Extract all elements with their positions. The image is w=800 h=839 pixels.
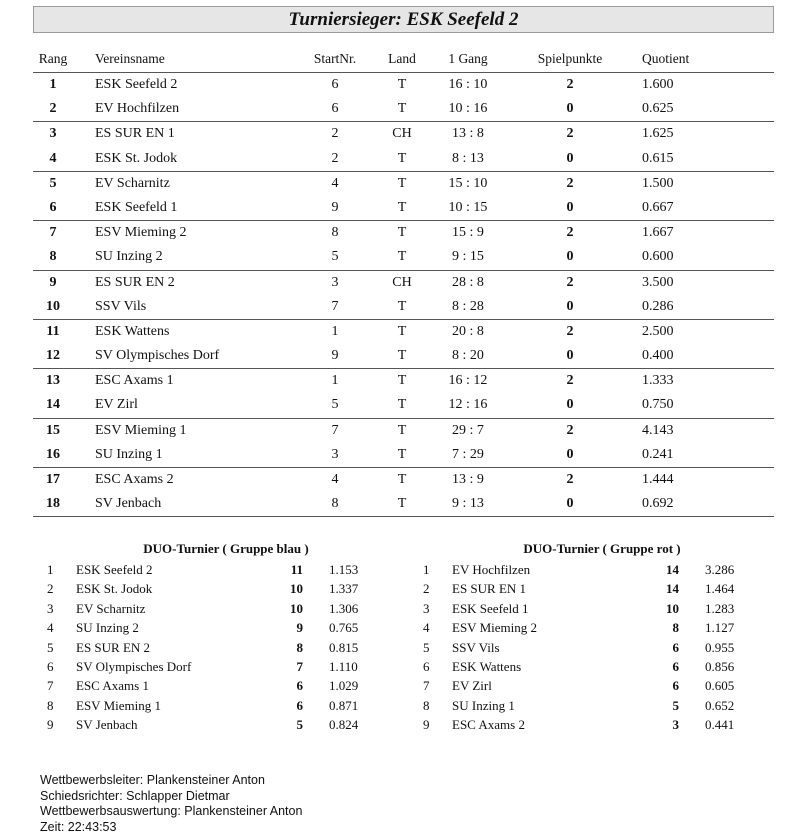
rang-cell: 2 [49, 101, 57, 117]
spielpunkte-cell: 2 [566, 77, 574, 92]
spielpunkte-cell: 2 [566, 472, 574, 487]
duo-rank: 5 [47, 639, 54, 655]
vereinsname-cell: ESV Mieming 1 [95, 422, 187, 438]
vereinsname-cell: SV Olympisches Dorf [95, 348, 220, 364]
duo-points: 3 [672, 717, 679, 733]
gang-cell: 20 : 8 [452, 323, 484, 339]
duo-quotient: 0.605 [705, 678, 735, 694]
gang-cell: 9 : 13 [452, 496, 484, 512]
spielpunkte-cell: 2 [566, 274, 574, 290]
duo-quotient: 0.824 [329, 717, 359, 733]
gang-cell: 28 : 8 [452, 274, 484, 290]
land-cell: CH [392, 126, 412, 142]
quotient-cell: 0.667 [642, 199, 674, 215]
duo-name: SSV Vils [452, 639, 500, 655]
list-item [36, 619, 416, 638]
land-cell: T [397, 199, 407, 215]
gang-cell: 8 : 20 [452, 348, 484, 364]
results-header-row [33, 48, 774, 72]
duo-blau-title: DUO-Turnier ( Gruppe blau ) [143, 541, 309, 556]
quotient-cell: 0.750 [642, 397, 674, 413]
header-gang: 1 Gang [448, 51, 488, 66]
table-row [33, 196, 774, 220]
quotient-cell: 2.500 [642, 323, 674, 339]
land-cell: T [397, 298, 407, 314]
table-bottom-divider [33, 516, 774, 517]
rang-cell: 12 [46, 348, 60, 364]
startnr-cell: 4 [331, 175, 339, 191]
header-startnr: StartNr. [313, 51, 357, 66]
duo-rank: 6 [423, 658, 430, 674]
duo-name: EV Zirl [452, 678, 492, 694]
table-row [33, 97, 774, 121]
duo-points: 6 [296, 678, 303, 694]
land-cell: T [397, 225, 407, 241]
duo-points: 6 [672, 639, 679, 655]
duo-rank: 6 [47, 658, 54, 674]
gang-cell: 10 : 16 [448, 101, 488, 117]
rang-cell: 15 [46, 422, 60, 438]
duo-quotient: 0.441 [705, 717, 735, 733]
table-row [33, 443, 774, 467]
gang-cell: 15 : 9 [452, 225, 484, 241]
duo-name: ESK Seefeld 2 [76, 562, 153, 577]
rang-cell: 14 [46, 397, 60, 413]
vereinsname-cell: SU Inzing 1 [95, 446, 163, 462]
duo-quotient: 0.955 [705, 639, 735, 655]
startnr-cell: 1 [331, 323, 339, 339]
startnr-cell: 3 [331, 446, 339, 462]
startnr-cell: 7 [331, 422, 339, 438]
table-row [33, 295, 774, 319]
land-cell: T [397, 472, 407, 487]
rang-cell: 3 [49, 126, 57, 142]
startnr-cell: 8 [331, 496, 339, 512]
quotient-cell: 0.400 [642, 348, 674, 364]
rang-cell: 1 [49, 77, 57, 92]
duo-rank: 7 [423, 678, 430, 694]
vereinsname-cell: ESK Seefeld 1 [95, 199, 178, 215]
duo-points: 5 [296, 717, 303, 733]
table-row [33, 245, 774, 269]
rang-cell: 6 [49, 199, 57, 215]
vereinsname-cell: ESV Mieming 2 [95, 225, 187, 241]
duo-rank: 4 [47, 620, 54, 636]
duo-name: SV Jenbach [76, 717, 138, 733]
duo-quotient: 1.029 [329, 678, 359, 694]
vereinsname-cell: SV Jenbach [95, 496, 162, 512]
title-bar [33, 6, 774, 33]
list-item [412, 716, 792, 735]
table-row [33, 147, 774, 171]
duo-quotient: 1.153 [329, 562, 359, 577]
gang-cell: 13 : 8 [452, 126, 484, 142]
gang-cell: 8 : 13 [452, 150, 484, 166]
list-item [412, 697, 792, 716]
quotient-cell: 0.615 [642, 150, 674, 166]
table-row [33, 492, 774, 516]
rang-cell: 8 [49, 249, 57, 265]
list-item [36, 677, 416, 696]
land-cell: T [397, 348, 407, 364]
startnr-cell: 1 [331, 373, 339, 389]
startnr-cell: 9 [331, 348, 339, 364]
quotient-cell: 0.625 [642, 101, 674, 117]
land-cell: T [397, 101, 407, 117]
duo-quotient: 0.815 [329, 639, 359, 655]
vereinsname-cell: ESK Wattens [95, 323, 170, 339]
duo-quotient: 0.765 [329, 620, 359, 636]
duo-name: SU Inzing 1 [452, 697, 515, 713]
spielpunkte-cell: 0 [566, 397, 574, 413]
list-item [412, 600, 792, 619]
spielpunkte-cell: 0 [566, 298, 574, 314]
vereinsname-cell: EV Scharnitz [95, 175, 170, 191]
startnr-cell: 5 [331, 249, 339, 265]
vereinsname-cell: ESK Seefeld 2 [95, 77, 178, 92]
land-cell: T [397, 77, 407, 92]
duo-rank: 3 [47, 600, 54, 616]
duo-points: 10 [666, 600, 679, 616]
gang-cell: 10 : 15 [448, 199, 488, 215]
duo-name: ESC Axams 1 [76, 678, 149, 694]
duo-points: 8 [672, 620, 679, 636]
table-row [33, 121, 774, 146]
quotient-cell: 1.625 [642, 126, 674, 142]
list-item [412, 561, 792, 580]
quotient-cell: 0.692 [642, 496, 674, 512]
quotient-cell: 1.500 [642, 175, 674, 191]
duo-rank: 3 [423, 600, 430, 616]
spielpunkte-cell: 2 [566, 225, 574, 241]
quotient-cell: 1.600 [642, 77, 674, 92]
gang-cell: 13 : 9 [452, 472, 484, 487]
gang-cell: 16 : 10 [448, 77, 488, 92]
duo-name: SU Inzing 2 [76, 620, 139, 636]
rang-cell: 17 [46, 472, 60, 487]
duo-rank: 9 [47, 717, 54, 733]
table-row [33, 270, 774, 295]
startnr-cell: 4 [331, 472, 339, 487]
quotient-cell: 1.333 [642, 373, 674, 389]
list-item [36, 561, 416, 580]
results-body [33, 72, 774, 516]
table-row [33, 368, 774, 393]
vereinsname-cell: SSV Vils [95, 298, 147, 314]
page-title: Turniersieger: ESK Seefeld 2 [288, 8, 519, 30]
list-item [36, 658, 416, 677]
vereinsname-cell: ESC Axams 2 [95, 472, 174, 487]
duo-name: EV Hochfilzen [452, 562, 531, 577]
duo-name: ES SUR EN 2 [76, 639, 151, 655]
duo-quotient: 0.856 [705, 658, 735, 674]
header-vereinsname: Vereinsname [95, 51, 165, 66]
footer [40, 773, 302, 835]
duo-rank: 1 [423, 562, 430, 577]
land-cell: T [397, 373, 407, 389]
duo-quotient: 1.464 [705, 581, 735, 597]
vereinsname-cell: EV Hochfilzen [95, 101, 180, 117]
duo-blau-body [36, 561, 416, 736]
startnr-cell: 9 [331, 199, 339, 215]
vereinsname-cell: ESK St. Jodok [95, 150, 178, 166]
land-cell: T [397, 446, 407, 462]
footer-schiedsrichter: Schiedsrichter: Schlapper Dietmar [40, 788, 230, 803]
startnr-cell: 7 [331, 298, 339, 314]
table-row [33, 393, 774, 417]
list-item [412, 658, 792, 677]
list-item [412, 619, 792, 638]
list-item [36, 697, 416, 716]
list-item [412, 580, 792, 599]
quotient-cell: 0.600 [642, 249, 674, 265]
duo-rot-title: DUO-Turnier ( Gruppe rot ) [523, 541, 681, 556]
spielpunkte-cell: 0 [566, 446, 574, 462]
table-row [33, 467, 774, 492]
duo-rank: 2 [47, 581, 54, 597]
duo-name: EV Scharnitz [76, 600, 146, 616]
rang-cell: 9 [49, 274, 57, 290]
header-spielpunkte: Spielpunkte [537, 51, 603, 66]
footer-wettbewerbsleiter: Wettbewerbsleiter: Plankensteiner Anton [40, 773, 265, 787]
duo-quotient: 3.286 [705, 562, 735, 577]
spielpunkte-cell: 0 [566, 249, 574, 265]
gang-cell: 12 : 16 [448, 397, 488, 413]
land-cell: T [397, 422, 407, 438]
duo-points: 10 [290, 600, 303, 616]
duo-rank: 8 [47, 697, 54, 713]
quotient-cell: 3.500 [642, 274, 674, 290]
duo-rot-body [412, 561, 792, 736]
startnr-cell: 6 [331, 77, 339, 92]
duo-points: 14 [666, 562, 679, 577]
duo-rank: 5 [423, 639, 430, 655]
list-item [36, 639, 416, 658]
duo-points: 8 [296, 639, 303, 655]
rang-cell: 13 [46, 373, 60, 389]
duo-points: 10 [290, 581, 303, 597]
startnr-cell: 3 [331, 274, 339, 290]
duo-quotient: 1.110 [329, 658, 358, 674]
spielpunkte-cell: 2 [566, 422, 574, 438]
results-table [33, 48, 774, 517]
spielpunkte-cell: 2 [566, 373, 574, 389]
startnr-cell: 5 [331, 397, 339, 413]
gang-cell: 8 : 28 [452, 298, 484, 314]
vereinsname-cell: ES SUR EN 1 [95, 126, 175, 142]
duo-quotient: 1.283 [705, 600, 735, 616]
duo-name: ES SUR EN 1 [452, 581, 527, 597]
land-cell: CH [392, 274, 412, 290]
rang-cell: 5 [49, 175, 57, 191]
duo-rank: 4 [423, 620, 430, 636]
startnr-cell: 2 [331, 150, 339, 166]
startnr-cell: 2 [331, 126, 339, 142]
duo-points: 9 [296, 620, 303, 636]
table-row [33, 418, 774, 443]
duo-rank: 9 [423, 717, 430, 733]
duo-name: ESK St. Jodok [76, 581, 153, 597]
duo-points: 7 [296, 658, 303, 674]
duo-quotient: 1.306 [329, 600, 359, 616]
table-row [33, 344, 774, 368]
quotient-cell: 4.143 [642, 422, 674, 438]
footer-auswertung: Wettbewerbsauswertung: Plankensteiner Anton [40, 804, 303, 818]
duo-points: 6 [672, 678, 679, 694]
vereinsname-cell: ES SUR EN 2 [95, 274, 175, 290]
duo-rank: 1 [47, 562, 54, 577]
duo-points: 11 [290, 562, 303, 577]
duo-quotient: 0.871 [329, 697, 359, 713]
duo-rank: 2 [423, 581, 430, 597]
duo-name: ESV Mieming 2 [452, 620, 537, 636]
rang-cell: 4 [49, 150, 57, 166]
gang-cell: 15 : 10 [448, 175, 488, 191]
gang-cell: 16 : 12 [448, 373, 488, 389]
quotient-cell: 1.444 [642, 472, 674, 487]
spielpunkte-cell: 2 [566, 175, 574, 191]
duo-rot-table [412, 541, 792, 736]
duo-blau-table [36, 541, 416, 736]
table-row [33, 319, 774, 344]
duo-points: 6 [296, 697, 303, 713]
duo-quotient: 1.127 [705, 620, 735, 636]
list-item [36, 600, 416, 619]
footer-zeit: Zeit: 22:43:53 [40, 819, 117, 834]
gang-cell: 29 : 7 [452, 422, 484, 438]
duo-points: 6 [672, 658, 679, 674]
land-cell: T [397, 175, 407, 191]
duo-points: 14 [666, 581, 679, 597]
land-cell: T [397, 150, 407, 166]
rang-cell: 18 [46, 496, 60, 512]
duo-rank: 8 [423, 697, 430, 713]
list-item [36, 580, 416, 599]
land-cell: T [397, 249, 407, 265]
spielpunkte-cell: 2 [566, 323, 574, 339]
startnr-cell: 6 [331, 101, 339, 117]
duo-name: ESV Mieming 1 [76, 697, 161, 713]
rang-cell: 10 [46, 298, 60, 314]
startnr-cell: 8 [331, 225, 339, 241]
duo-quotient: 1.337 [329, 581, 359, 597]
spielpunkte-cell: 0 [566, 199, 574, 215]
header-quotient: Quotient [642, 51, 690, 66]
duo-rank: 7 [47, 678, 54, 694]
duo-name: ESK Seefeld 1 [452, 600, 529, 616]
rang-cell: 16 [46, 446, 60, 462]
rang-cell: 7 [49, 225, 57, 241]
spielpunkte-cell: 0 [566, 496, 574, 512]
duo-name: ESK Wattens [452, 658, 522, 674]
spielpunkte-cell: 0 [566, 101, 574, 117]
duo-name: ESC Axams 2 [452, 717, 525, 733]
table-row [33, 220, 774, 245]
list-item [36, 716, 416, 735]
vereinsname-cell: EV Zirl [95, 397, 138, 413]
gang-cell: 9 : 15 [452, 249, 484, 265]
vereinsname-cell: SU Inzing 2 [95, 249, 163, 265]
spielpunkte-cell: 2 [566, 126, 574, 142]
spielpunkte-cell: 0 [566, 150, 574, 166]
gang-cell: 7 : 29 [452, 446, 484, 462]
duo-quotient: 0.652 [705, 697, 735, 713]
land-cell: T [397, 323, 407, 339]
spielpunkte-cell: 0 [566, 348, 574, 364]
header-rang: Rang [38, 51, 68, 66]
header-land: Land [388, 51, 416, 66]
list-item [412, 639, 792, 658]
quotient-cell: 1.667 [642, 225, 674, 241]
duo-name: SV Olympisches Dorf [76, 658, 192, 674]
vereinsname-cell: ESC Axams 1 [95, 373, 174, 389]
rang-cell: 11 [46, 323, 60, 339]
quotient-cell: 0.286 [642, 298, 674, 314]
table-row [33, 72, 774, 97]
duo-points: 5 [672, 697, 679, 713]
list-item [412, 677, 792, 696]
table-row [33, 171, 774, 196]
land-cell: T [397, 496, 407, 512]
quotient-cell: 0.241 [642, 446, 674, 462]
land-cell: T [397, 397, 407, 413]
